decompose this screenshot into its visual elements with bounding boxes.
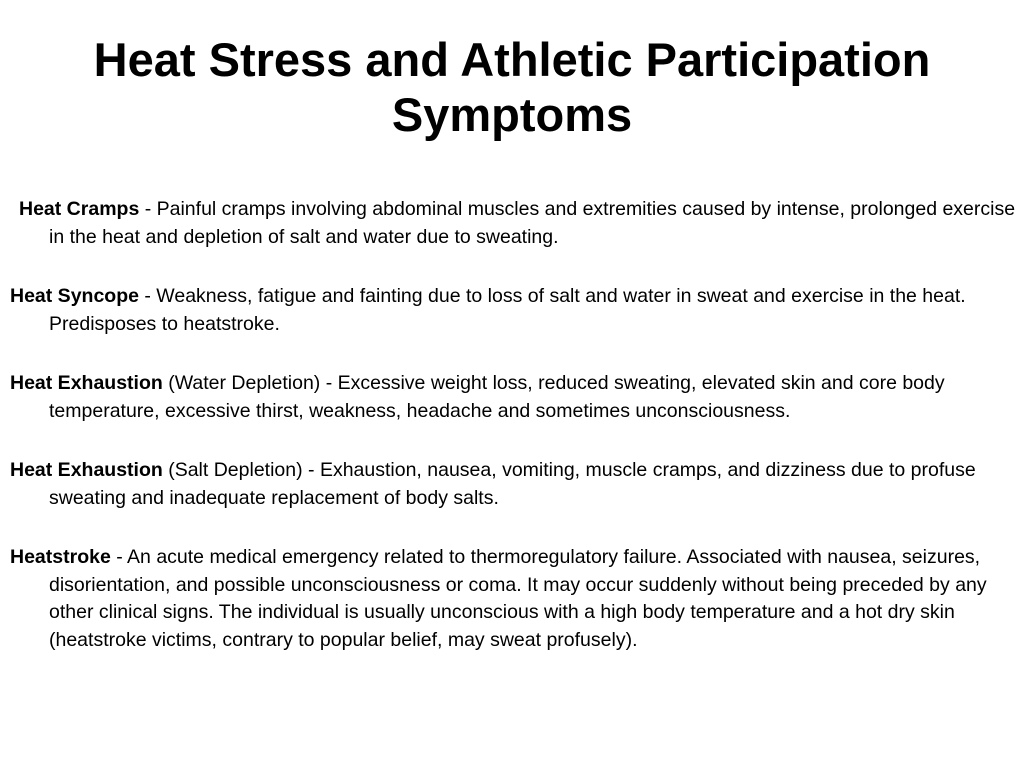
description-heat-exhaustion-water: (Water Depletion) - Excessive weight loss, reduced sweating, elevated skin and core body temperature, excessive thirst, weakness, headache and sometimes unconsciousness.: [49, 372, 945, 422]
list-item-heat-syncope: [10, 283, 1018, 338]
slide-title: Heat Stress and Athletic Participation Symptoms: [93, 33, 931, 141]
list-item-heat-exhaustion-salt: [10, 457, 1018, 512]
description-heat-syncope: - Weakness, fatigue and fainting due to loss of salt and water in sweat and exercise in the heat. Predisposes to heatstroke.: [49, 285, 966, 335]
list-item-heat-cramps: [10, 196, 1018, 251]
list-item-heatstroke: [10, 544, 1018, 654]
term-heatstroke: Heatstroke: [10, 546, 111, 568]
list-item-heat-exhaustion-water: [10, 370, 1018, 425]
description-heatstroke: - An acute medical emergency related to thermoregulatory failure. Associated with nausea, seizures, disorientation, and possible unconsciousness or coma. It may occur suddenly without being preceded by any other clinical signs. The individual is usually unconscious with a high body temperature and a hot dry skin (heatstroke victims, contrary to popular belief, may sweat profusely).: [49, 546, 987, 651]
symptom-list: [10, 196, 1018, 686]
term-heat-exhaustion-water: Heat Exhaustion: [10, 372, 163, 394]
description-heat-cramps: - Painful cramps involving abdominal muscles and extremities caused by intense, prolonged exercise in the heat and depletion of salt and water due to sweating.: [49, 198, 1016, 248]
term-heat-syncope: Heat Syncope: [10, 285, 139, 307]
term-heat-cramps: Heat Cramps: [19, 198, 140, 220]
description-heat-exhaustion-salt: (Salt Depletion) - Exhaustion, nausea, vomiting, muscle cramps, and dizziness due to profuse sweating and inadequate replacement of body salts.: [49, 459, 976, 509]
term-heat-exhaustion-salt: Heat Exhaustion: [10, 459, 163, 481]
